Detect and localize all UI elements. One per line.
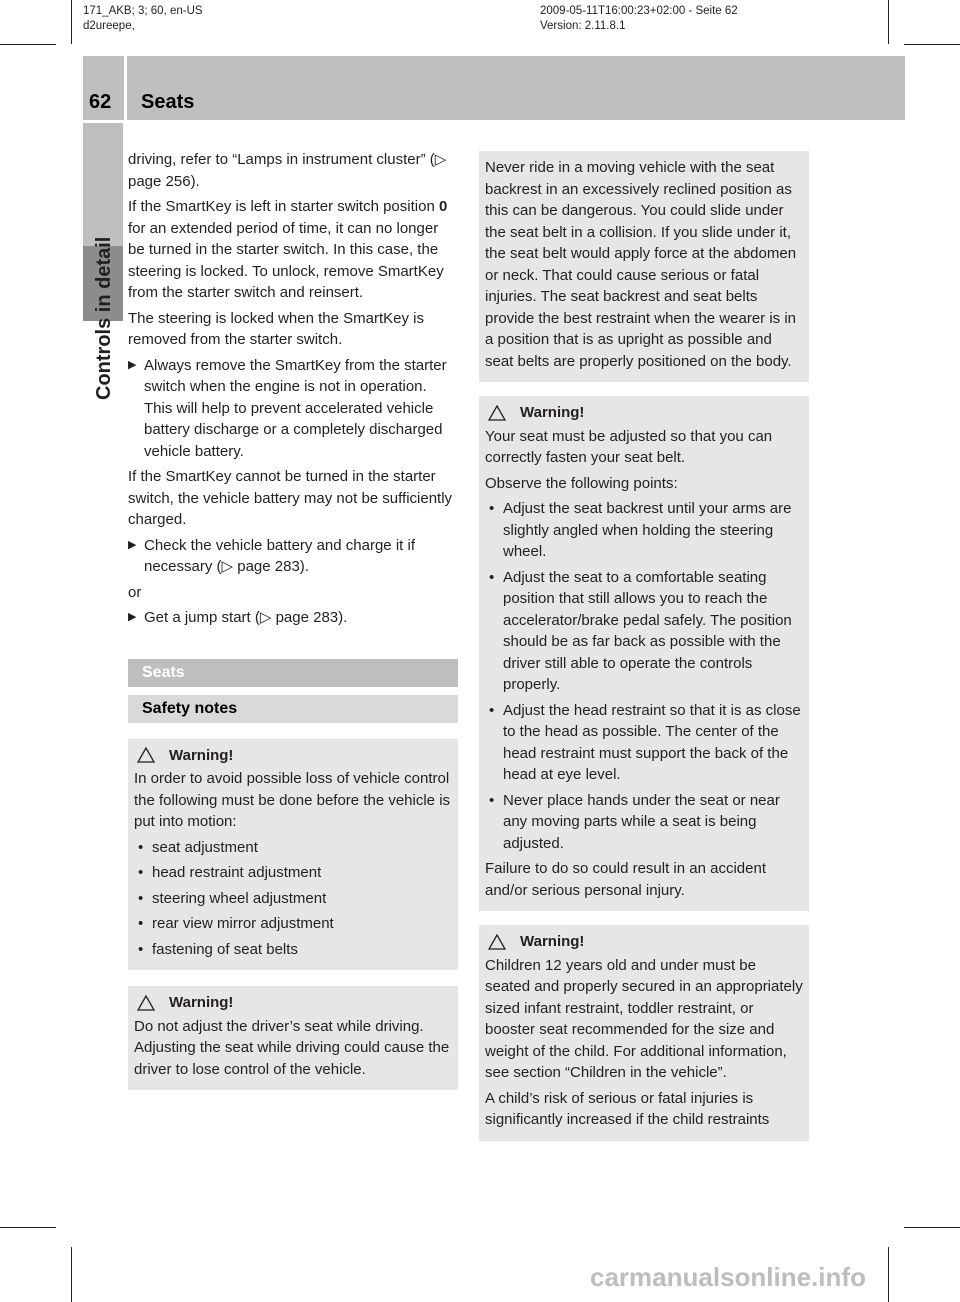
left-column bbox=[128, 149, 458, 1090]
warning-title bbox=[134, 992, 452, 1014]
list-item bbox=[138, 888, 452, 910]
page-title: Seats bbox=[141, 91, 195, 113]
warning-title-text: Warning! bbox=[169, 994, 234, 1011]
bullet-icon: • bbox=[489, 791, 495, 809]
crop-mark bbox=[0, 44, 56, 45]
step-arrow-icon: ▶ bbox=[128, 358, 137, 371]
step-note: This will help to prevent accelerated vehicle battery discharge or a completely discharged vehicle battery. bbox=[144, 399, 443, 460]
crop-mark bbox=[888, 1247, 889, 1302]
list-item bbox=[489, 567, 803, 696]
list-item-text: Adjust the head restraint so that it is as close to the head as possible. The center of the head restraint must support the back of the head at eye level. bbox=[503, 701, 801, 783]
right-column bbox=[479, 151, 809, 1155]
warning-title bbox=[134, 745, 452, 767]
list-item bbox=[489, 498, 803, 563]
warning-box bbox=[479, 396, 809, 911]
page-header bbox=[83, 56, 905, 120]
print-meta-right bbox=[540, 4, 738, 34]
step-text: Get a jump start (▷ page 283). bbox=[144, 609, 348, 626]
warning-triangle-icon bbox=[137, 747, 155, 763]
bullet-icon: • bbox=[489, 701, 495, 719]
warning-title-text: Warning! bbox=[169, 746, 234, 764]
list-item bbox=[489, 700, 803, 786]
warning-text: A child’s risk of serious or fatal injuries is significantly increased if the child restraints bbox=[485, 1089, 770, 1128]
instruction-step bbox=[128, 535, 458, 578]
bullet-icon: • bbox=[489, 500, 495, 517]
list-item-text: Adjust the seat to a comfortable seating position that still allows you to reach the accelerator/brake pedal safely. The position should be as far back as possible with the driver still able to operate the controls properly. bbox=[503, 568, 792, 693]
text-run: If the SmartKey is left in starter switch position bbox=[128, 198, 439, 215]
list-item bbox=[138, 939, 452, 961]
paragraph bbox=[128, 196, 458, 304]
warning-box bbox=[128, 739, 458, 971]
paragraph: If the SmartKey cannot be turned in the starter switch, the vehicle battery may not be sufficiently charged. bbox=[128, 468, 453, 528]
warning-box bbox=[128, 986, 458, 1090]
warning-text: In order to avoid possible loss of vehicle control the following must be done before the vehicle is put into motion: bbox=[134, 770, 451, 830]
instruction-step bbox=[128, 607, 458, 629]
position-value: 0 bbox=[438, 198, 448, 215]
watermark: carmanualsonline.info bbox=[590, 1262, 866, 1292]
warning-text: Failure to do so could result in an accident and/or serious personal injury. bbox=[485, 860, 766, 899]
warning-title bbox=[485, 402, 803, 424]
list-item-text: Never place hands under the seat or near any moving parts while a seat is being adjusted. bbox=[503, 791, 780, 852]
section-heading: Seats bbox=[128, 659, 458, 687]
meta-left-line2: d2ureepe, bbox=[83, 20, 135, 32]
crop-mark bbox=[904, 1227, 960, 1228]
warning-triangle-icon bbox=[488, 405, 506, 421]
list-item-text: rear view mirror adjustment bbox=[152, 915, 334, 932]
side-label-text: Controls in detail bbox=[93, 236, 115, 400]
text-run: for an extended period of time, it can no longer be turned in the starter switch. In this case, the steering is locked. To unlock, remove SmartKey from the starter switch and reinsert. bbox=[128, 219, 444, 301]
warning-text: Your seat must be adjusted so that you can correctly fasten your seat belt. bbox=[485, 427, 773, 466]
header-divider bbox=[124, 56, 127, 120]
bullet-icon: • bbox=[489, 568, 495, 586]
meta-right-line1: 2009-05-11T16:00:23+02:00 - Seite 62 bbox=[540, 5, 738, 17]
list-item bbox=[138, 862, 452, 884]
page-number: 62 bbox=[89, 91, 112, 113]
list-item-text: fastening of seat belts bbox=[152, 940, 298, 958]
crop-mark bbox=[71, 0, 72, 44]
bullet-icon: • bbox=[138, 940, 144, 958]
step-text: Always remove the SmartKey from the starter switch when the engine is not in operation. bbox=[144, 356, 447, 395]
warning-text: Children 12 years old and under must be seated and properly secured in an appropriately sized infant restraint, toddler restraint, or booster seat recommended for the size and weight of the child. For additional information, see section “Children in the vehicle”. bbox=[485, 956, 803, 1081]
list-item bbox=[138, 837, 452, 859]
warning-title-text: Warning! bbox=[520, 404, 585, 421]
bullet-icon: • bbox=[138, 915, 144, 932]
warning-text: Do not adjust the driver’s seat while driving. Adjusting the seat while driving could cause the driver to lose control of the vehicle. bbox=[134, 1017, 450, 1078]
warning-text: Observe the following points: bbox=[485, 474, 678, 492]
warning-box bbox=[479, 925, 809, 1141]
list-item-text: seat adjustment bbox=[152, 838, 258, 856]
bullet-icon: • bbox=[138, 864, 144, 881]
list-item-text: steering wheel adjustment bbox=[152, 889, 327, 907]
print-meta-left bbox=[83, 4, 203, 34]
meta-right-line2: Version: 2.11.8.1 bbox=[540, 20, 626, 32]
warning-triangle-icon bbox=[137, 995, 155, 1011]
list-item-text: head restraint adjustment bbox=[152, 864, 322, 881]
crop-mark bbox=[904, 44, 960, 45]
paragraph: driving, refer to “Lamps in instrument cluster” (▷ page 256). bbox=[128, 151, 447, 190]
warning-box-continued bbox=[479, 151, 809, 382]
warning-text: Never ride in a moving vehicle with the seat backrest in an excessively reclined position as this can be dangerous. You could slide under the seat belt in a collision. If you slide under it, the seat belt would apply force at the abdomen or neck. That could cause serious or fatal injuries. The seat backrest and seat belts provide the best restraint when the wearer is in a position that is as upright as possible and seat belts are properly positioned on the body. bbox=[485, 159, 797, 370]
paragraph: or bbox=[128, 583, 142, 601]
list-item bbox=[489, 790, 803, 855]
paragraph: The steering is locked when the SmartKey is removed from the starter switch. bbox=[128, 309, 424, 348]
step-arrow-icon: ▶ bbox=[128, 611, 137, 623]
warning-title-text: Warning! bbox=[520, 933, 585, 950]
bullet-icon: • bbox=[138, 889, 144, 907]
step-text: Check the vehicle battery and charge it if necessary (▷ page 283). bbox=[144, 536, 415, 575]
crop-mark bbox=[888, 0, 889, 44]
instruction-step bbox=[128, 355, 458, 463]
crop-mark bbox=[71, 1247, 72, 1302]
list-item-text: Adjust the seat backrest until your arms are slightly angled when holding the steering wheel. bbox=[503, 500, 792, 560]
bullet-icon: • bbox=[138, 838, 144, 856]
warning-title bbox=[485, 931, 803, 953]
warning-triangle-icon bbox=[488, 934, 506, 950]
step-arrow-icon: ▶ bbox=[128, 538, 137, 551]
list-item bbox=[138, 913, 452, 935]
side-label bbox=[83, 236, 123, 400]
meta-left-line1: 171_AKB; 3; 60, en-US bbox=[83, 5, 203, 17]
subsection-heading: Safety notes bbox=[128, 695, 458, 723]
crop-mark bbox=[0, 1227, 56, 1228]
